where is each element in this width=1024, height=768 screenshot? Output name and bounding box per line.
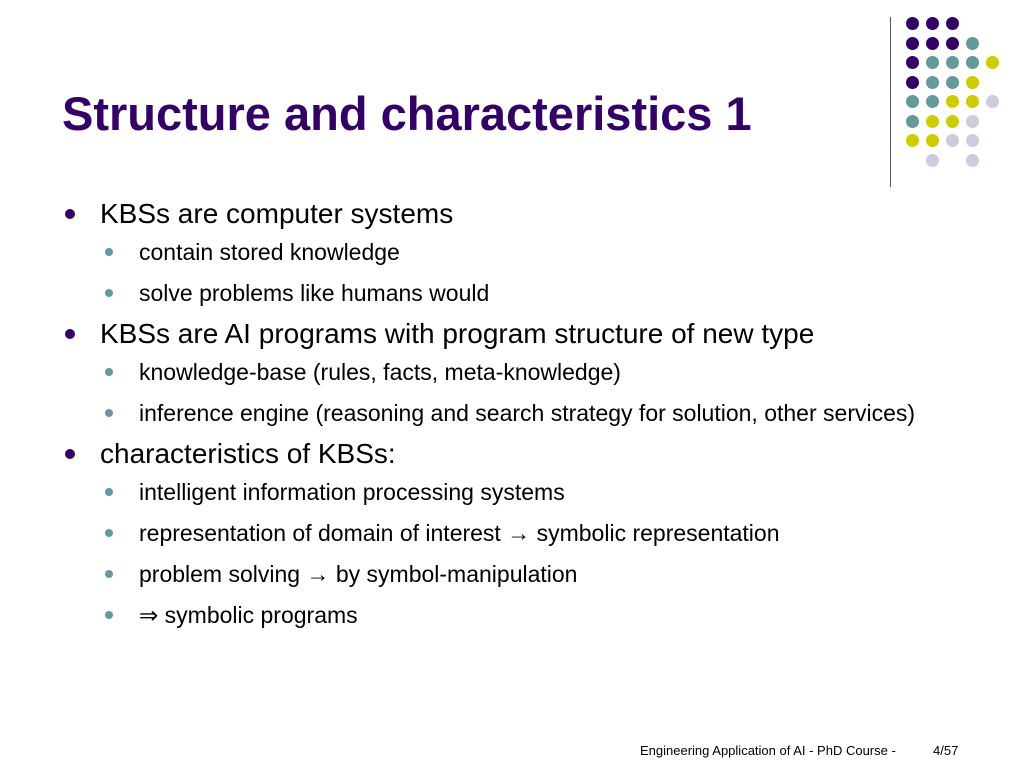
- bullet-item: [62, 198, 992, 309]
- bullet-text: KBSs are AI programs with program structure of new type: [100, 318, 815, 349]
- dot: [926, 37, 939, 50]
- dot: [946, 56, 959, 69]
- dot: [906, 134, 919, 147]
- dot: [926, 115, 939, 128]
- dot: [946, 76, 959, 89]
- decorative-dot-grid: [906, 10, 1018, 170]
- dot: [926, 154, 939, 167]
- dot: [946, 134, 959, 147]
- sub-bullet-item: [100, 236, 992, 268]
- sub-bullet-text: solve problems like humans would: [139, 280, 490, 306]
- dot: [986, 95, 999, 108]
- sub-bullet-text: knowledge-base (rules, facts, meta-knowledge): [139, 359, 621, 385]
- sub-bullet-item: [100, 517, 992, 549]
- dot: [906, 76, 919, 89]
- dot: [926, 56, 939, 69]
- sub-bullet-item: [100, 558, 992, 590]
- sub-bullet-item: [100, 277, 992, 309]
- dot: [906, 115, 919, 128]
- sub-bullet-text: intelligent information processing systems: [139, 479, 565, 505]
- sub-bullet-dot: [105, 248, 113, 256]
- dot: [986, 56, 999, 69]
- sub-bullet-item: [100, 356, 992, 388]
- dot: [966, 115, 979, 128]
- dot: [966, 56, 979, 69]
- dot: [906, 95, 919, 108]
- sub-bullet-dot: [105, 488, 113, 496]
- dot: [946, 95, 959, 108]
- dot: [946, 115, 959, 128]
- sub-bullet-list: [100, 356, 992, 429]
- sub-bullet-item: [100, 397, 992, 429]
- slide-title: Structure and characteristics 1: [62, 87, 752, 140]
- bullet-text: KBSs are computer systems: [100, 198, 454, 229]
- dot: [966, 37, 979, 50]
- bullet-item: [62, 318, 992, 429]
- sub-bullet-dot: [105, 409, 113, 417]
- dot: [946, 17, 959, 30]
- sub-bullet-text: representation of domain of interest → symbolic representation: [139, 520, 780, 546]
- footer-text: Engineering Application of AI - PhD Course -: [640, 743, 896, 758]
- sub-bullet-item: [100, 599, 992, 631]
- dot: [926, 17, 939, 30]
- bullet-text: characteristics of KBSs:: [100, 438, 396, 469]
- sub-bullet-text: ⇒ symbolic programs: [139, 602, 358, 628]
- dot: [926, 95, 939, 108]
- sub-bullet-dot: [105, 570, 113, 578]
- dot: [926, 76, 939, 89]
- dot: [906, 56, 919, 69]
- sub-bullet-item: [100, 476, 992, 508]
- sub-bullet-list: [100, 236, 992, 309]
- sub-bullet-text: problem solving → by symbol-manipulation: [139, 561, 578, 587]
- dot: [966, 76, 979, 89]
- sub-bullet-dot: [105, 368, 113, 376]
- bullet-dot: [65, 449, 75, 459]
- bullet-list: [62, 198, 992, 640]
- sub-bullet-dot: [105, 611, 113, 619]
- sub-bullet-text: contain stored knowledge: [139, 239, 400, 265]
- dot: [906, 37, 919, 50]
- bullet-dot: [65, 329, 75, 339]
- dot: [926, 134, 939, 147]
- sub-bullet-list: [100, 476, 992, 631]
- dot: [966, 154, 979, 167]
- dot: [946, 37, 959, 50]
- sub-bullet-text: inference engine (reasoning and search strategy for solution, other services): [139, 400, 916, 426]
- page-number: 4/57: [933, 743, 959, 758]
- bullet-dot: [65, 209, 75, 219]
- dot: [966, 95, 979, 108]
- title-divider: [890, 17, 891, 187]
- bullet-item: [62, 438, 992, 631]
- dot: [906, 17, 919, 30]
- dot: [966, 134, 979, 147]
- sub-bullet-dot: [105, 289, 113, 297]
- sub-bullet-dot: [105, 529, 113, 537]
